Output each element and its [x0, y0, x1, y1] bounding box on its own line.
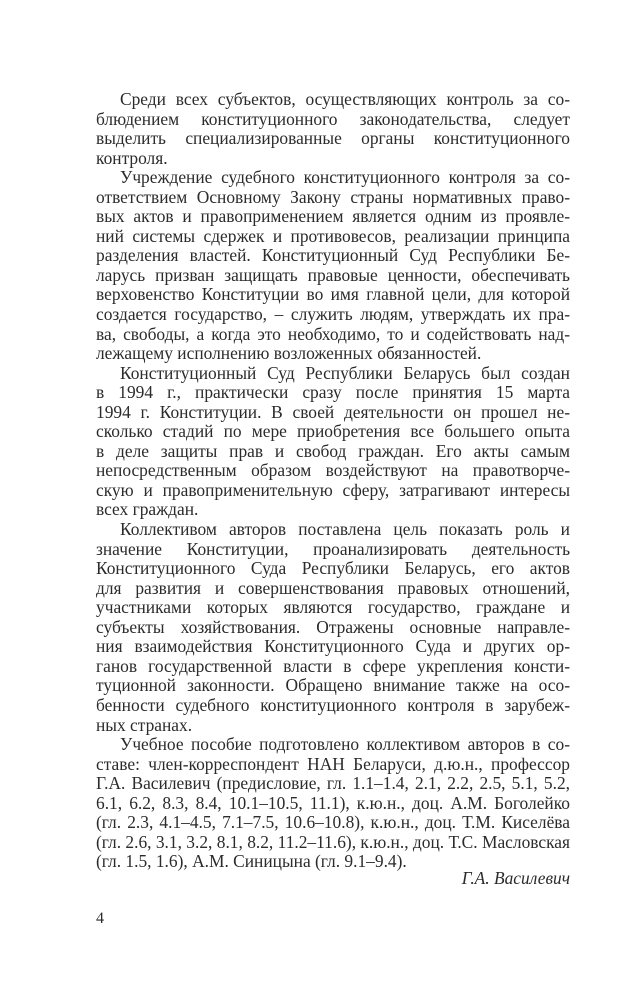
text-line: участниками которых являются государство, граждане и: [96, 597, 570, 618]
text-line: ларусь призван защищать правовые ценности, обеспечивать: [96, 264, 570, 285]
text-line: туционной законности. Обращено внимание также на осо-: [96, 675, 570, 696]
text-line: Г.А. Василевич (предисловие, гл. 1.1–1.4, 2.1, 2.2, 2.5, 5.1, 5.2,: [96, 773, 570, 794]
text-line: 1994 г. Конституции. В своей деятельности он прошел не-: [96, 401, 570, 422]
page-number: 4: [96, 910, 104, 927]
text-line: в 1994 г., практически сразу после принятия 15 марта: [96, 382, 570, 403]
author-signature: Г.А. Василевич: [461, 868, 570, 888]
text-line: субъекты хозяйствования. Отражены основные направле-: [96, 616, 570, 637]
text-line: Учебное пособие подготовлено коллективом авторов в со-: [120, 734, 570, 755]
text-line: ганов государственной власти в сфере укрепления консти-: [96, 655, 570, 676]
text-line: Учреждение судебного конституционного контроля за со-: [120, 167, 570, 188]
text-line: блюдением конституционного законодательства, следует: [96, 108, 570, 129]
text-line: лежащему исполнению возложенных обязанностей.: [96, 343, 482, 364]
text-line: разделения властей. Конституционный Суд Республики Бе-: [96, 245, 570, 266]
text-line: значение Конституции, проанализировать деятельность: [96, 538, 570, 559]
paragraph: [96, 520, 570, 735]
text-line: бенности судебного конституционного контроля в зарубеж-: [96, 694, 570, 715]
text-line: ответствием Основному Закону страны нормативных право-: [96, 186, 570, 207]
text-line: Конституционного Суда Республики Беларусь, его актов: [96, 558, 570, 579]
text-line: непосредственным образом воздействуют на правотворче-: [96, 460, 570, 481]
text-line: ния взаимодействия Конституционного Суда и других ор-: [96, 636, 570, 657]
text-line: контроля.: [96, 147, 168, 168]
text-line: Конституционный Суд Республики Беларусь был создан: [120, 362, 570, 383]
text-line: (гл. 2.3, 4.1–4.5, 7.1–7.5, 10.6–10.8), к.ю.н., доц. Т.М. Киселёва: [96, 812, 570, 833]
text-line: ва, свободы, а когда это необходимо, то и содействовать над-: [96, 323, 570, 344]
text-line: всех граждан.: [96, 499, 199, 520]
text-line: ных странах.: [96, 714, 193, 735]
paragraph: [96, 168, 570, 363]
text-line: 6.1, 6.2, 8.3, 8.4, 10.1–10.5, 11.1), к.ю.н., доц. А.М. Боголейко: [96, 792, 570, 813]
text-line: скую и правоприменительную сферу, затрагивают интересы: [96, 479, 570, 500]
text-line: верховенство Конституции во имя главной цели, для которой: [96, 284, 570, 305]
text-line: вых актов и правоприменением является одним из проявле-: [96, 206, 570, 227]
text-line: ставе: член-корреспондент НАН Беларуси, д.ю.н., профессор: [96, 753, 570, 774]
text-line: Коллективом авторов поставлена цель показать роль и: [120, 519, 570, 540]
paragraph: [96, 90, 570, 168]
text-line: создается государство, – служить людям, утверждать их пра-: [96, 304, 570, 325]
text-line: сколько стадий по мере приобретения все большего опыта: [96, 421, 570, 442]
paragraph: [96, 735, 570, 872]
text-line: выделить специализированные органы конституционного: [96, 128, 570, 149]
text-line: в деле защиты прав и свобод граждан. Его акты самым: [96, 440, 570, 461]
text-line: (гл. 2.6, 3.1, 3.2, 8.1, 8.2, 11.2–11.6), к.ю.н., доц. Т.С. Масловская: [96, 831, 570, 852]
paragraph: [96, 364, 570, 520]
text-body: [96, 90, 570, 872]
text-line: ний системы сдержек и противовесов, реализации принципа: [96, 225, 570, 246]
text-line: Среди всех субъектов, осуществляющих контроль за со-: [120, 89, 570, 109]
text-line: (гл. 1.5, 1.6), А.М. Синицына (гл. 9.1–9.4).: [96, 851, 407, 872]
text-line: для развития и совершенствования правовых отношений,: [96, 577, 570, 598]
